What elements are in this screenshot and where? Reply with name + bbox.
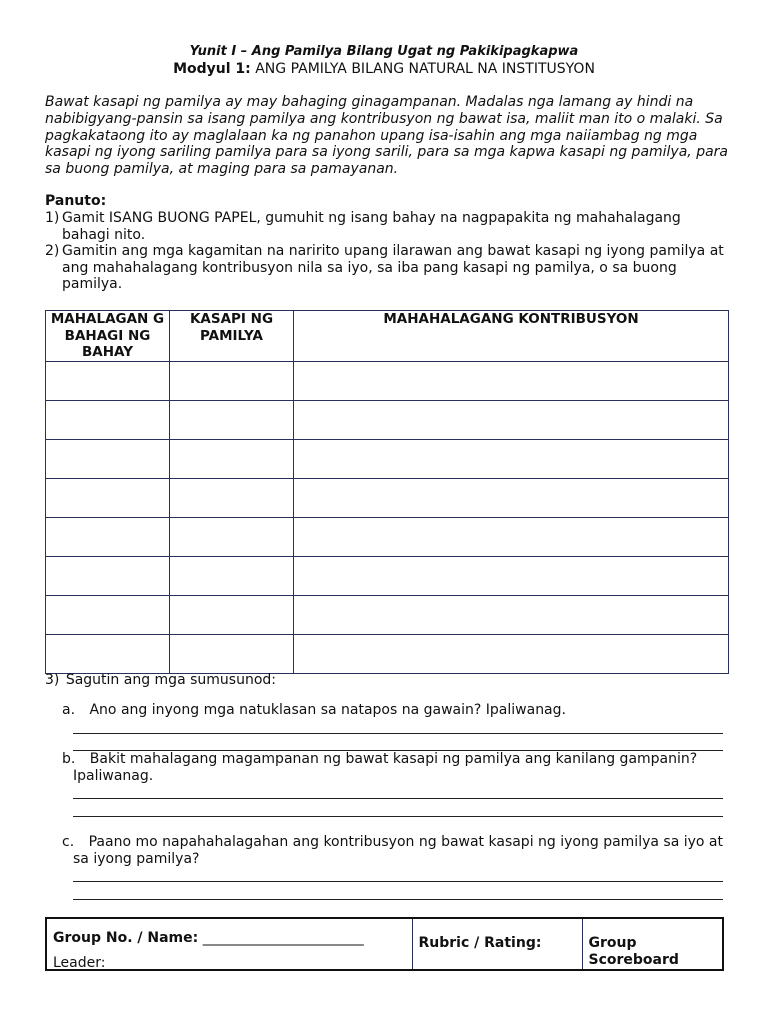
table-row [46,556,729,595]
table-cell[interactable] [294,556,729,595]
group-name-blank[interactable]: _______________________ [202,930,364,946]
question-text: Ano ang inyong mga natuklasan sa natapos na gawain? Ipaliwanag. [89,702,566,718]
unit-title: Yunit I – Ang Pamilya Bilang Ugat ng Pakikipagkapwa [189,44,579,59]
table-header-row [46,311,729,362]
question-text-continued: sa iyong pamilya? [73,851,200,867]
question-b [62,751,697,767]
leader-label: Leader: [53,955,106,971]
table-cell[interactable] [46,556,170,595]
question-text-continued: Ipaliwanag. [73,768,154,784]
answer-line[interactable] [73,816,723,817]
step-number: 2) [45,243,60,259]
group-info-cell [46,918,412,970]
table-cell[interactable] [170,556,294,595]
question-letter: b. [62,751,76,767]
table-row [46,439,729,478]
question-a [62,702,566,718]
table-cell[interactable] [170,634,294,673]
table-row [46,517,729,556]
table-cell[interactable] [170,595,294,634]
column-header-contribution: MAHAHALAGANG KONTRIBUSYON [294,311,729,362]
table-row [46,595,729,634]
module-label: Modyul 1: [173,61,251,77]
step-text: Gamit ISANG BUONG PAPEL, gumuhit ng isang bahay na nagpapakita ng mahahalagang bahagi nito. [62,210,681,243]
table-row [46,478,729,517]
step-text: Gamitin ang mga kagamitan na naririto upang ilarawan ang bawat kasapi ng iyong pamilya at ang mahahalagang kontribusyon nila sa iyo, sa iba pang kasapi ng pamilya, o sa buong pamilya. [62,243,724,293]
question-letter: a. [62,702,76,718]
question-text: Paano mo napahahalagahan ang kontribusyon ng bawat kasapi ng iyong pamilya sa iyo at [88,834,723,850]
table-cell[interactable] [170,517,294,556]
table-cell[interactable] [46,361,170,400]
rubric-label: Rubric / Rating: [418,935,542,951]
questions-intro [45,672,276,688]
table-cell[interactable] [294,400,729,439]
module-title [0,61,768,77]
table-cell[interactable] [170,400,294,439]
group-label: Group No. / Name: [53,930,199,946]
table-cell[interactable] [46,478,170,517]
question-c [62,834,723,850]
questions-intro-text: Sagutin ang mga sumusunod: [65,672,276,688]
table-cell[interactable] [294,595,729,634]
contribution-table [45,310,729,674]
table-cell[interactable] [46,517,170,556]
table-cell[interactable] [294,478,729,517]
scoreboard-cell [582,918,723,970]
table-row [46,634,729,673]
table-row [46,361,729,400]
table-cell[interactable] [294,439,729,478]
step-number: 1) [45,210,60,226]
group-name-row [53,930,364,946]
table-cell[interactable] [170,361,294,400]
scoreboard-label-line1: Group [588,935,637,951]
module-name: ANG PAMILYA BILANG NATURAL NA INSTITUSYON [255,61,595,77]
table-cell[interactable] [170,478,294,517]
leader-blank[interactable]: _______________________________ [145,955,363,971]
table-cell[interactable] [294,517,729,556]
scoring-footer [45,917,724,971]
table-cell[interactable] [294,361,729,400]
table-cell[interactable] [46,439,170,478]
answer-line[interactable] [73,733,723,734]
rubric-cell [412,918,582,970]
answer-line[interactable] [73,899,723,900]
intro-paragraph: Bawat kasapi ng pamilya ay may bahaging ginagampanan. Madalas nga lamang ay hindi na nabibigyang-pansin sa isang pamilya ang kontribusyon ng bawat isa, maliit man ito o malaki. Sa pagkakataong ito ay maglalaan ka ng panahon upang isa-isahin ang mga naiiambag ng mga kasapi ng iyong sariling pamilya para sa iyong sarili, para sa mga kapwa kasapi ng pamilya, para sa buong pamilya, at maging para sa pamayanan. [45,94,728,178]
answer-line[interactable] [73,798,723,799]
table-cell[interactable] [170,439,294,478]
instruction-step [45,243,735,293]
table-cell[interactable] [294,634,729,673]
leader-row [53,955,363,971]
table-row [46,400,729,439]
instructions-heading: Panuto: [45,193,107,209]
table-cell[interactable] [46,595,170,634]
answer-line[interactable] [73,881,723,882]
column-header-family-member: KASAPI NG PAMILYA [170,311,294,362]
step-number: 3) [45,672,60,688]
table-cell[interactable] [46,400,170,439]
scoreboard-label-line2: Scoreboard [588,952,679,968]
question-letter: c. [62,834,75,850]
table-cell[interactable] [46,634,170,673]
column-header-house-part: MAHALAGAN G BAHAGI NG BAHAY [46,311,170,362]
question-text: Bakit mahalagang magampanan ng bawat kasapi ng pamilya ang kanilang gampanin? [89,751,698,767]
instruction-step [45,210,735,244]
